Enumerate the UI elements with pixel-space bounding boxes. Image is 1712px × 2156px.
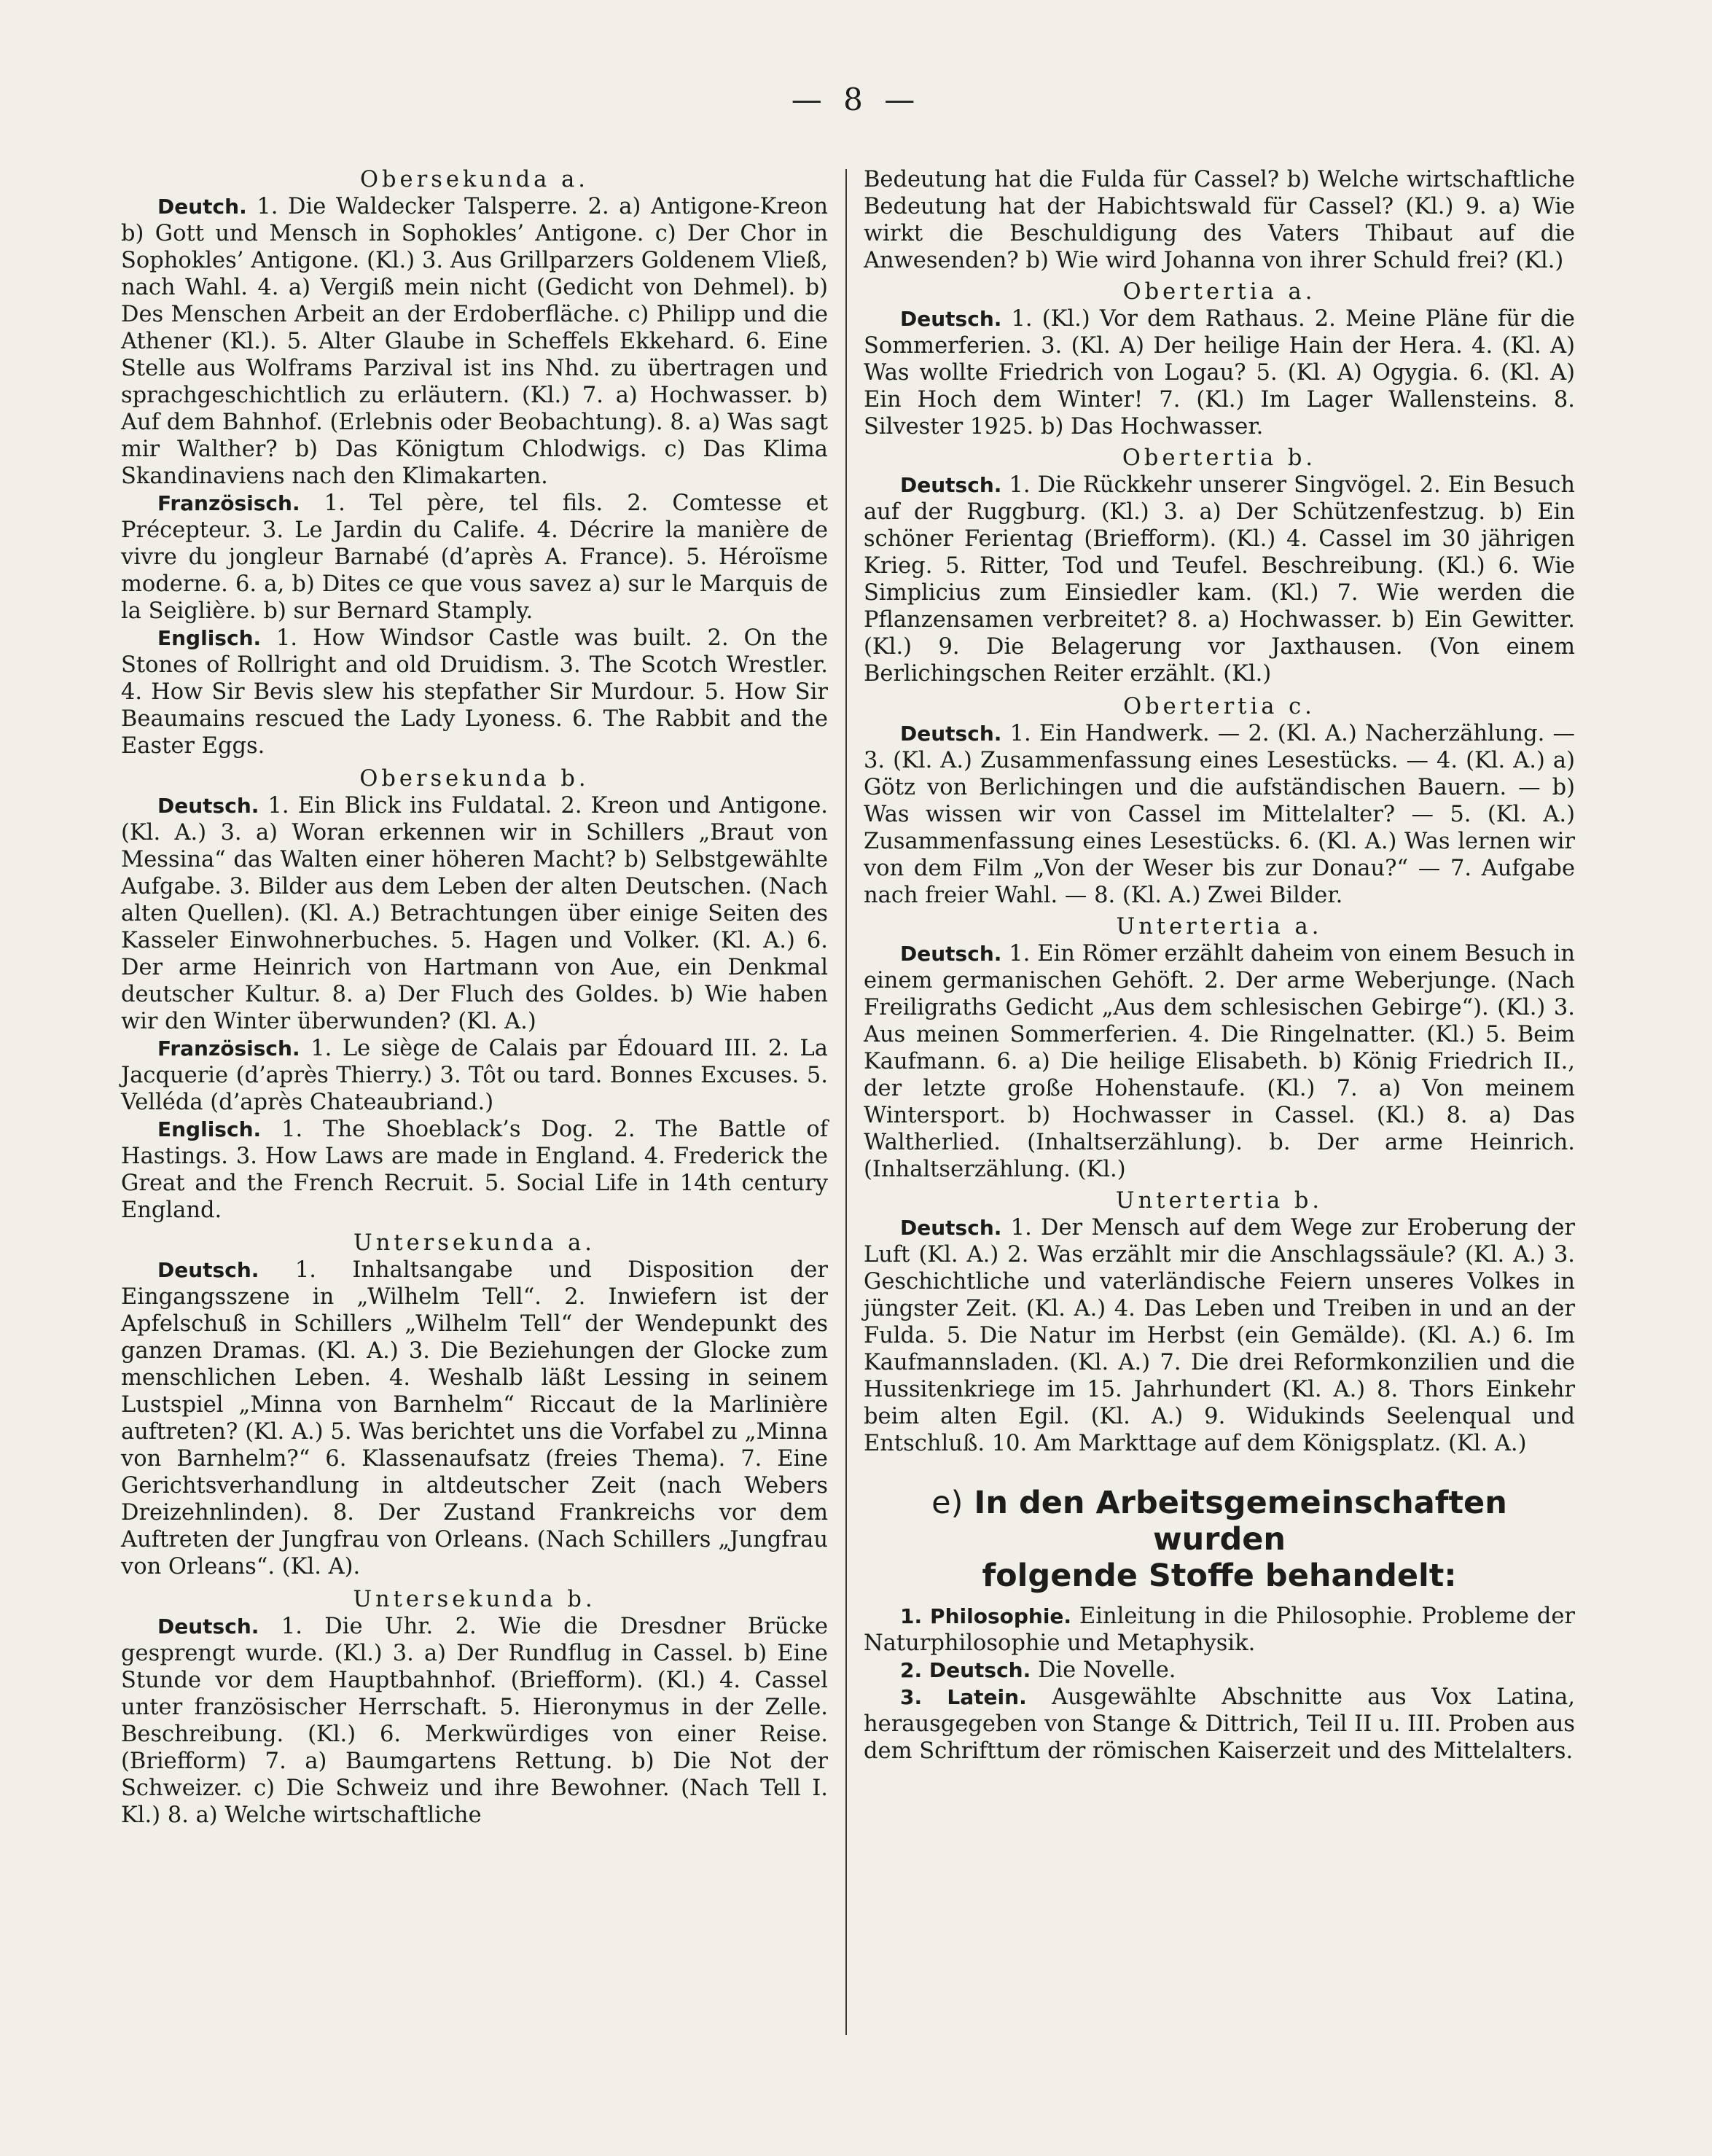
paragraph-text: 1. Ein Römer erzählt daheim von einem Besuch in einem germanischen Gehöft. 2. Der arme Weberjunge. (Nach Freiligraths Gedicht „Aus dem schlesischen Gebirge“). (Kl.) 3. Aus meinen Sommerferien. 4. Die Ringelnatter. (Kl.) 5. Beim Kaufmann. 6. a) Die heilige Elisabeth. b) König Friedrich II., der letzte große Hohenstaufe. (Kl.) 7. a) Von meinem Wintersport. b) Hochwasser in Cassel. (Kl.) 8. a) Das Waltherlied. (Inhaltserzählung). b. Der arme Heinrich. (Inhaltserzählung. (Kl.) xyxy=(864,941,1575,1182)
paragraph xyxy=(864,720,1575,909)
class-heading: Obersekunda a. xyxy=(360,167,589,192)
paragraph-text: 1. Le siège de Calais par Édouard III. 2. La Jacquerie (d’après Thierry.) 3. Tôt ou tard. Bonnes Excuses. 5. Velléda (d’après Chateaubriand.) xyxy=(121,1036,828,1115)
subject-label: Französisch. xyxy=(157,491,300,515)
paragraph-text: 1. Die Uhr. 2. Wie die Dresdner Brücke gesprengt wurde. (Kl.) 3. a) Der Rundflug in Cassel. b) Eine Stunde vor dem Hauptbahnhof. (Briefform). (Kl.) 4. Cassel unter französischer Herrschaft. 5. Hieronymus in der Zelle. Beschreibung. (Kl.) 6. Merkwürdiges von einer Reise. (Briefform) 7. a) Baumgartens Rettung. b) Die Not der Schweizer. c) Die Schweiz und ihre Bewohner. (Nach Tell I. Kl.) 8. a) Welche wirtschaftliche xyxy=(121,1614,829,1828)
paragraph xyxy=(864,940,1575,1183)
paragraph xyxy=(121,193,828,490)
section-heading xyxy=(864,1485,1575,1594)
class-heading: Obertertia a. xyxy=(1122,279,1316,305)
paragraph-text: 1. Ein Handwerk. — 2. (Kl. A.) Nacherzählung. — 3. (Kl. A.) Zusammenfassung eines Lesestücks. — 4. (Kl. A.) a) Götz von Berlichingen und die aufständischen Bauern. — b) Was wissen wir von Cassel im Mittelalter? — 5. (Kl. A.) Zusammenfassung eines Lesestücks. 6. (Kl. A.) Was lernen wir von dem Film „Von der Weser bis zur Donau?“ — 7. Aufgabe nach freier Wahl. — 8. (Kl. A.) Zwei Bilder. xyxy=(864,721,1575,908)
subject-label: 2. Deutsch. xyxy=(900,1658,1031,1682)
paragraph xyxy=(864,1657,1575,1684)
paragraph-text: 1. Der Mensch auf dem Wege zur Eroberung der Luft (Kl. A.) 2. Was erzählt mir die Anschlagssäule? (Kl. A.) 3. Geschichtliche und vaterländische Feiern unseres Volkes in jüngster Zeit. (Kl. A.) 4. Das Leben und Treiben in und an der Fulda. 5. Die Natur im Herbst (ein Gemälde). (Kl. A.) 6. Im Kaufmannsladen. (Kl. A.) 7. Die drei Reformkonzilien und die Hussitenkriege im 15. Jahrhundert (Kl. A.) 8. Thors Einkehr beim alten Egil. (Kl. A.) 9. Widukinds Seelenqual und Entschluß. 10. Am Markttage auf dem Königsplatz. (Kl. A.) xyxy=(864,1215,1575,1456)
subject-label: Deutsch. xyxy=(900,942,1002,966)
column-divider xyxy=(845,169,847,2035)
subject-label: Deutch. xyxy=(157,195,247,219)
class-heading: Untertertia b. xyxy=(1115,1188,1324,1214)
paragraph-text: 1. (Kl.) Vor dem Rathaus. 2. Meine Pläne für die Sommerferien. 3. (Kl. A) Der heilige Hain der Hera. 4. (Kl. A) Was wollte Friedrich von Logau? 5. (Kl. A) Ogygia. 6. (Kl. A) Ein Hoch dem Winter! 7. (Kl.) Im Lager Wallensteins. 8. Silvester 1925. b) Das Hochwasser. xyxy=(864,306,1575,440)
subject-label: Deutsch. xyxy=(900,1216,1002,1240)
paragraph xyxy=(121,792,828,1035)
paragraph-text: Die Novelle. xyxy=(1037,1657,1176,1683)
subject-label: Englisch. xyxy=(157,626,262,650)
paragraph xyxy=(121,490,828,625)
class-heading: Untertertia a. xyxy=(1116,914,1323,940)
left-column xyxy=(121,166,828,1829)
paragraph-text: Bedeutung hat die Fulda für Cassel? b) Welche wirtschaftliche Bedeutung hat der Habichtswald für Cassel? (Kl.) 9. a) Wie wirkt die Beschuldigung des Vaters Thibaut auf die Anwesenden? b) Wie wird Johanna von ihrer Schuld frei? (Kl.) xyxy=(864,167,1575,273)
paragraph-text: 1. Die Waldecker Talsperre. 2. a) Antigone-Kreon b) Gott und Mensch in Sophokles’ Antigone. c) Der Chor in Sophokles’ Antigone. (Kl.) 3. Aus Grillparzers Goldenem Vließ, nach Wahl. 4. a) Vergiß mein nicht (Gedicht von Dehmel). b) Des Menschen Arbeit an der Erdoberfläche. c) Philipp und die Athener (Kl.). 5. Alter Glaube in Scheffels Ekkehard. 6. Eine Stelle aus Wolframs Parzival ist ins Nhd. zu übertragen und sprachgeschichtlich zu erläutern. (Kl.) 7. a) Hochwasser. b) Auf dem Bahnhof. (Erlebnis oder Beobachtung). 8. a) Was sagt mir Walther? b) Das Königtum Chlodwigs. c) Das Klima Skandinaviens nach den Klimakarten. xyxy=(121,194,828,489)
paragraph xyxy=(864,1603,1575,1657)
paragraph xyxy=(121,1613,828,1829)
class-heading: Obersekunda b. xyxy=(359,766,590,792)
paragraph-text: 1. Die Rückkehr unserer Singvögel. 2. Ein Besuch auf der Ruggburg. (Kl.) 3. a) Der Schützenfestzug. b) Ein schöner Ferientag (Briefform). (Kl.) 4. Cassel im 30 jährigen Krieg. 5. Ritter, Tod und Teufel. Beschreibung. (Kl.) 6. Wie Simplicius zum Einsiedler kam. (Kl.) 7. Wie werden die Pflanzensamen verbreitet? 8. a) Hochwasser. b) Ein Gewitter. (Kl.) 9. Die Belagerung vor Jaxthausen. (Von einem Berlichingschen Reiter erzählt. (Kl.) xyxy=(864,472,1575,687)
section-title-line-1: In den Arbeitsgemeinschaften wurden xyxy=(974,1485,1507,1558)
paragraph-text: 1. Inhaltsangabe und Disposition der Eingangsszene in „Wilhelm Tell“. 2. Inwiefern ist der Apfelschuß in Schillers „Wilhelm Tell“ der Wendepunkt des ganzen Dramas. (Kl. A.) 3. Die Beziehungen der Glocke zum menschlichen Leben. 4. Weshalb läßt Lessing in seinem Lustspiel „Minna von Barnhelm“ Riccaut de la Marlinière auftreten? (Kl. A.) 5. Was berichtet uns die Vorfabel zu „Minna von Barnhelm?“ 6. Klassenaufsatz (freies Thema). 7. Eine Gerichtsverhandlung in altdeutscher Zeit (nach Webers Dreizehnlinden). 8. Der Zustand Frankreichs vor dem Auftreten der Jungfrau von Orleans. (Nach Schillers „Jungfrau von Orleans“. (Kl. A). xyxy=(121,1257,828,1579)
subject-label: Deutsch. xyxy=(157,794,259,818)
paragraph xyxy=(864,1684,1575,1765)
paragraph-text: 1. The Shoeblack’s Dog. 2. The Battle of Hastings. 3. How Laws are made in England. 4. Frederick the Great and the French Recruit. 5. Social Life in 14th century England. xyxy=(121,1117,828,1223)
section-prefix: e) xyxy=(931,1485,964,1521)
paragraph-text: Einleitung in die Philosophie. Probleme der Naturphilosophie und Metaphysik. xyxy=(864,1604,1575,1656)
section-title-line-2: folgende Stoffe behandelt: xyxy=(982,1558,1457,1594)
subject-label: 3. Latein. xyxy=(900,1685,1027,1709)
right-column xyxy=(864,166,1575,1765)
paragraph xyxy=(121,1257,828,1580)
subject-label: Deutsch. xyxy=(900,307,1002,331)
subject-label: Englisch. xyxy=(157,1117,262,1141)
class-heading: Untersekunda b. xyxy=(353,1587,596,1612)
subject-label: Deutsch. xyxy=(157,1258,259,1282)
paragraph xyxy=(864,1214,1575,1457)
page-number: — 8 — xyxy=(791,82,921,117)
paragraph xyxy=(121,1116,828,1224)
subject-label: 1. Philosophie. xyxy=(900,1604,1072,1628)
paragraph xyxy=(121,1035,828,1116)
class-heading: Untersekunda a. xyxy=(353,1230,595,1256)
paragraph-text: 1. How Windsor Castle was built. 2. On the Stones of Rollright and old Druidism. 3. The Scotch Wrestler. 4. How Sir Bevis slew his stepfather Sir Murdour. 5. How Sir Beaumains rescued the Lady Lyoness. 6. The Rabbit and the Easter Eggs. xyxy=(121,625,828,759)
subject-label: Deutsch. xyxy=(157,1614,259,1639)
subject-label: Deutsch. xyxy=(900,722,1002,746)
subject-label: Französisch. xyxy=(157,1036,300,1061)
paragraph-text: 1. Tel père, tel fils. 2. Comtesse et Précepteur. 3. Le Jardin du Calife. 4. Décrire la manière de vivre du jongleur Barnabé (d’après A. France). 5. Héroïsme moderne. 6. a, b) Dites ce que vous savez a) sur le Marquis de la Seiglière. b) sur Bernard Stamply. xyxy=(121,491,828,624)
paragraph xyxy=(121,625,828,759)
paragraph xyxy=(864,472,1575,687)
class-heading: Obertertia b. xyxy=(1122,445,1317,471)
paragraph-text: 1. Ein Blick ins Fuldatal. 2. Kreon und Antigone. (Kl. A.) 3. a) Woran erkennen wir in Schillers „Braut von Messina“ das Walten einer höheren Macht? b) Selbstgewählte Aufgabe. 3. Bilder aus dem Leben der alten Deutschen. (Nach alten Quellen). (Kl. A.) Betrachtungen über einige Seiten des Kasseler Einwohnerbuches. 5. Hagen und Volker. (Kl. A.) 6. Der arme Heinrich von Hartmann von Aue, ein Denkmal deutscher Kultur. 8. a) Der Fluch des Goldes. b) Wie haben wir den Winter überwunden? (Kl. A.) xyxy=(121,793,828,1034)
paragraph-text: Ausgewählte Abschnitte aus Vox Latina, herausgegeben von Stange & Dittrich, Teil II u. III. Proben aus dem Schrifttum der römischen Kaiserzeit und des Mittelalters. xyxy=(864,1684,1575,1764)
class-heading: Obertertia c. xyxy=(1123,694,1316,719)
paragraph xyxy=(864,305,1575,440)
subject-label: Deutsch. xyxy=(900,473,1002,497)
